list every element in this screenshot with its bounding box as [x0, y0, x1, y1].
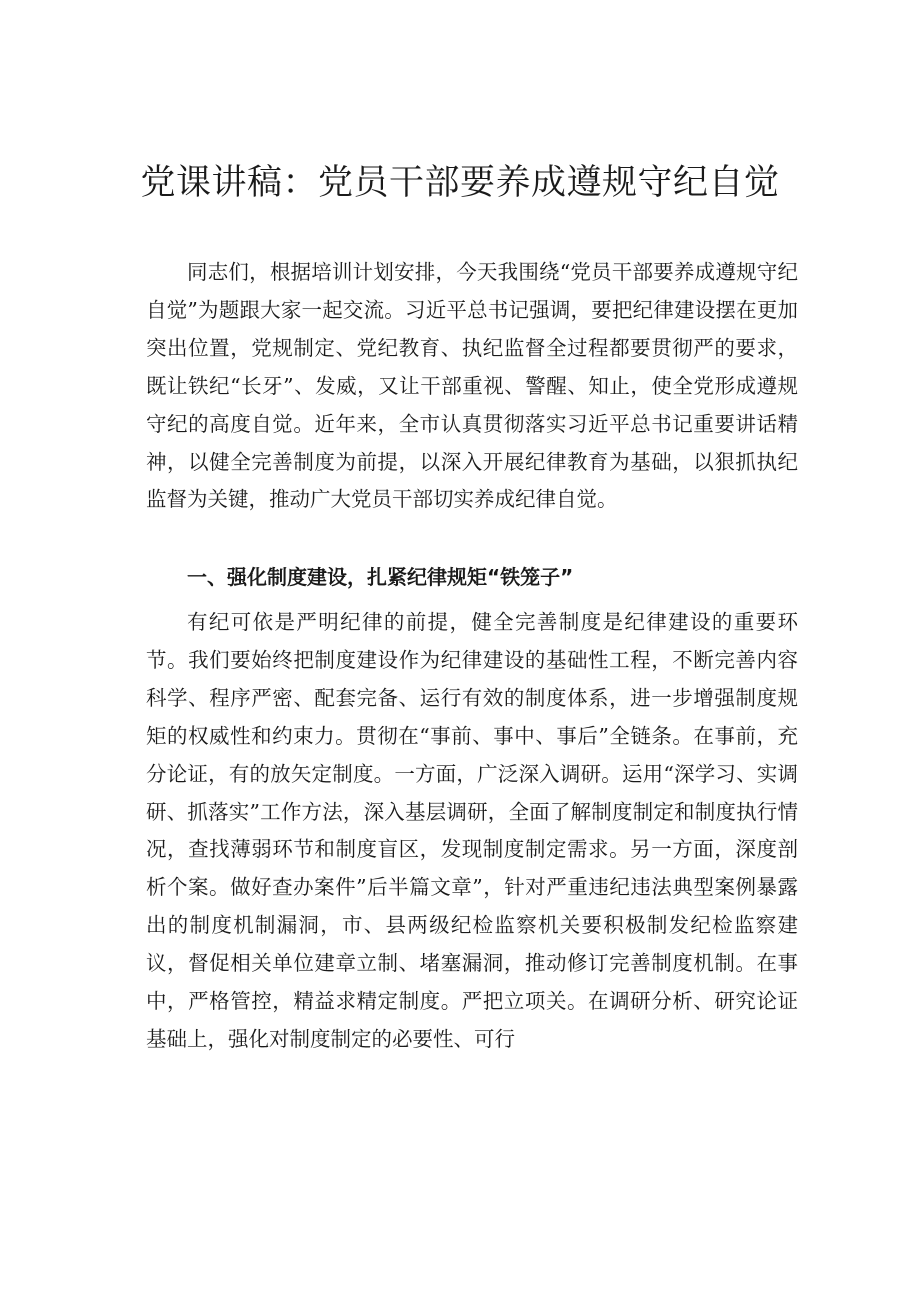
document-title: 党课讲稿：党员干部要养成遵规守纪自觉 [140, 163, 780, 203]
section-heading: 一、强化制度建设，扎紧纪律规矩“铁笼子” [187, 565, 574, 589]
section-paragraph: 有纪可依是严明纪律的前提，健全完善制度是纪律建设的重要环节。我们要始终把制度建设作为纪律建设的基础性工程，不断完善内容科学、程序严密、配套完备、运行有效的制度体系，进一步增强制度规矩的权威性和约束力。贯彻在“事前、事中、事后”全链条。在事前，充分论证，有的放矢定制度。一方面，广泛深入调研。运用“深学习、实调研、抓落实”工作方法，深入基层调研，全面了解制度制定和制度执行情况，查找薄弱环节和制度盲区，发现制度制定需求。另一方面，深度剖析个案。做好查办案件”后半篇文章”，针对严重违纪违法典型案例暴露出的制度机制漏洞，市、县两级纪检监察机关要积极制发纪检监察建议，督促相关单位建章立制、堵塞漏洞，推动修订完善制度机制。在事中，严格管控，精益求精定制度。严把立项关。在调研分析、研究论证基础上，强化对制度制定的必要性、可行 [146, 610, 798, 1051]
opening-paragraph: 同志们，根据培训计划安排，今天我围绕“党员干部要养成遵规守纪自觉”为题跟大家一起交流。习近平总书记强调，要把纪律建设摆在更加突出位置，党规制定、党纪教育、执纪监督全过程都要贯彻严的要求，既让铁纪“长牙”、发威，又让干部重视、警醒、知止，使全党形成遵规守纪的高度自觉。近年来，全市认真贯彻落实习近平总书记重要讲话精神，以健全完善制度为前提，以深入开展纪律教育为基础，以狠抓执纪监督为关键，推动广大党员干部切实养成纪律自觉。 [146, 260, 798, 512]
